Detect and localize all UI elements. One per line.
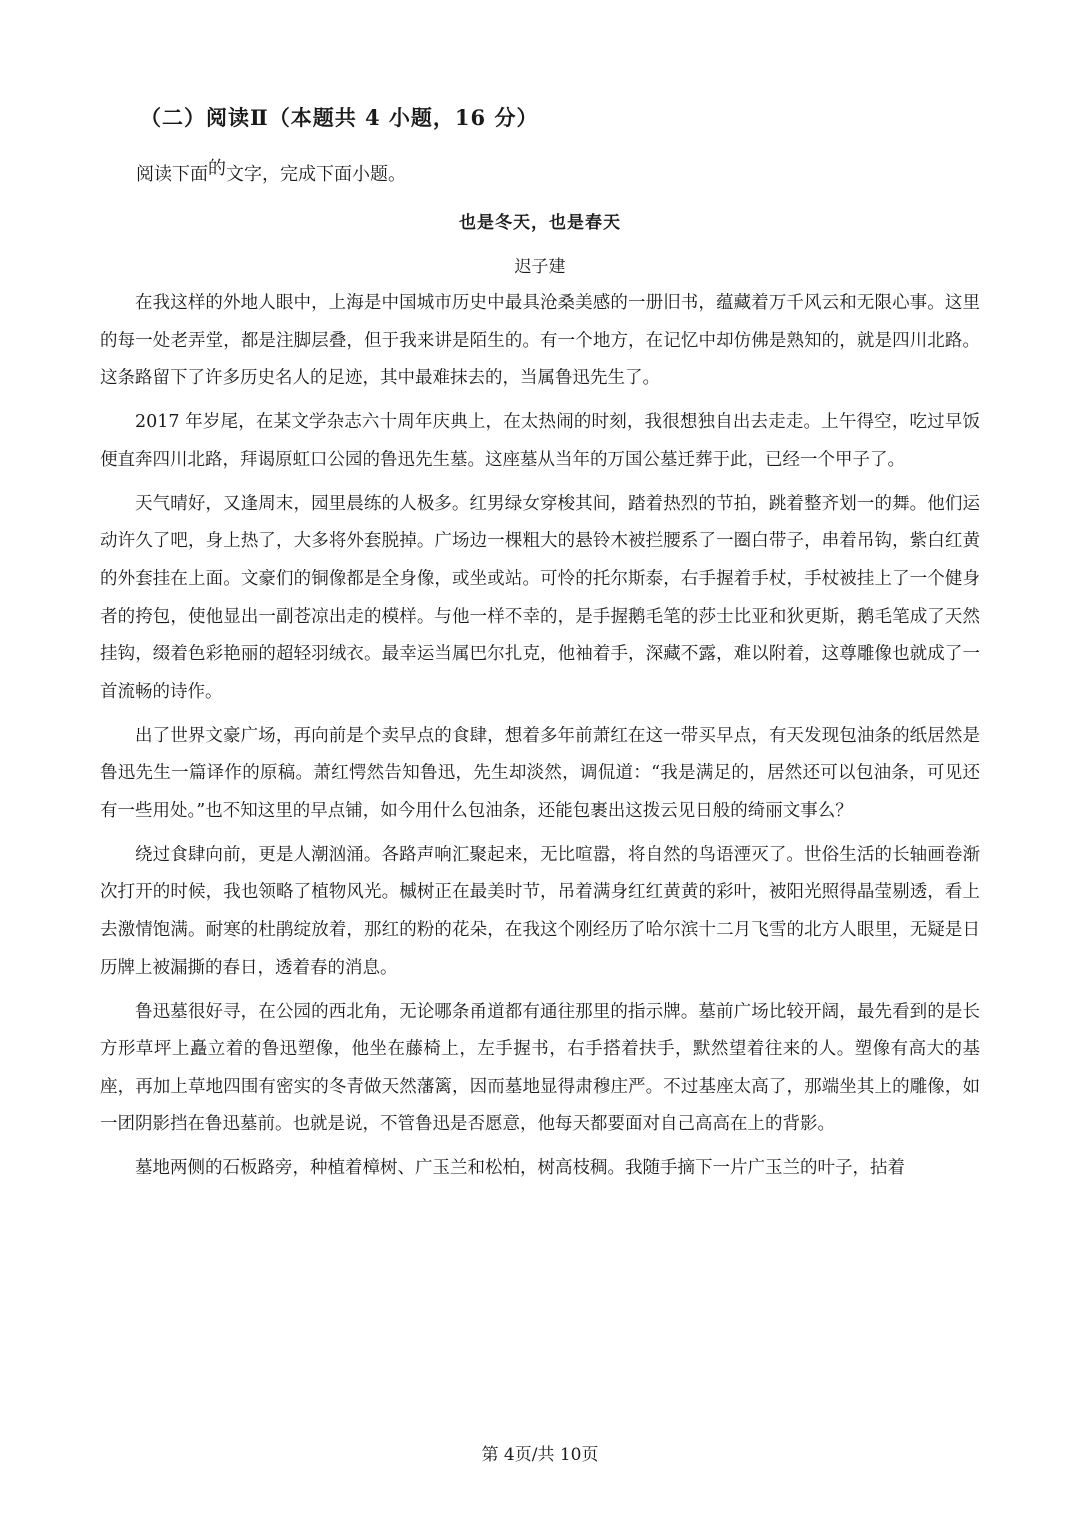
section-heading: （二）阅读Ⅱ（本题共 4 小题，16 分）: [140, 105, 539, 130]
paragraph: 墓地两侧的石板路旁，种植着樟树、广玉兰和松柏，树高枝稠。我随手摘下一片广玉兰的叶子，拈着: [135, 1158, 905, 1179]
page-number: 第 4页/共 10页: [481, 1445, 599, 1465]
paragraph: 2017 年岁尾，在某文学杂志六十周年庆典上，在太热闹的时刻，我很想独自出去走走。上午得空，吃过早饭便直奔四川北路，拜谒原虹口公园的鲁迅先生墓。这座墓从当年的万国公墓迁葬于此，已经一个甲子了。: [100, 412, 980, 470]
instruction-text-end: 文字，完成下面小题。: [226, 164, 406, 185]
paragraph: 出了世界文豪广场，再向前是个卖早点的食肆，想着多年前萧红在这一带买早点，有天发现包油条的纸居然是鲁迅先生一篇译作的原稿。萧红愕然告知鲁迅，先生却淡然，调侃道：“我是满足的，居然还可以包油条，可见还有一些用处。”也不知这里的早点铺，如今用什么包油条，还能包裹出这拨云见日般的绮丽文事么？: [100, 725, 980, 821]
paragraph: 在我这样的外地人眼中，上海是中国城市历史中最具沧桑美感的一册旧书，蕴藏着万千风云和无限心事。这里的每一处老弄堂，都是注脚层叠，但于我来讲是陌生的。有一个地方，在记忆中却仿佛是熟知的，就是四川北路。这条路留下了许多历史名人的足迹，其中最难抹去的，当属鲁迅先生了。: [100, 293, 980, 389]
article-body: [100, 285, 980, 1194]
instruction-text-start: 阅读下面: [136, 164, 208, 185]
paragraph: 绕过食肆向前，更是人潮汹涌。各路声响汇聚起来，无比喧嚣，将自然的鸟语湮灭了。世俗生活的长轴画卷渐次打开的时候，我也领略了植物风光。槭树正在最美时节，吊着满身红红黄黄的彩叶，被阳光照得晶莹剔透，看上去激情饱满。耐寒的杜鹃绽放着，那红的粉的花朵，在我这个刚经历了哈尔滨十二月飞雪的北方人眼里，无疑是日历牌上被漏撕的春日，透着春的消息。: [100, 844, 980, 978]
article-author: 迟子建: [514, 257, 566, 277]
article-title: 也是冬天，也是春天: [459, 213, 621, 233]
paragraph: 天气晴好，又逢周末，园里晨练的人极多。红男绿女穿梭其间，踏着热烈的节拍，跳着整齐划一的舞。他们运动许久了吧，身上热了，大多将外套脱掉。广场边一棵粗大的悬铃木被拦腰系了一圈白带子，串着吊钩，紫白红黄的外套挂在上面。文豪们的铜像都是全身像，或坐或站。可怜的托尔斯泰，右手握着手杖，手杖被挂上了一个健身者的挎包，使他显出一副苍凉出走的模样。与他一样不幸的，是手握鹅毛笔的莎士比亚和狄更斯，鹅毛笔成了天然挂钩，缀着色彩艳丽的超轻羽绒衣。最幸运当属巴尔扎克，他袖着手，深藏不露，难以附着，这尊雕像也就成了一首流畅的诗作。: [100, 493, 980, 702]
instruction-text-raised: 的: [208, 158, 226, 179]
reading-instruction: [136, 160, 406, 186]
paragraph: 鲁迅墓很好寻，在公园的西北角，无论哪条甬道都有通往那里的指示牌。墓前广场比较开阔，最先看到的是长方形草坪上矗立着的鲁迅塑像，他坐在藤椅上，左手握书，右手搭着扶手，默然望着往来的人。塑像有高大的基座，再加上草地四围有密实的冬青做天然藩篱，因而墓地显得肃穆庄严。不过基座太高了，那端坐其上的雕像，如一团阴影挡在鲁迅墓前。也就是说，不管鲁迅是否愿意，他每天都要面对自己高高在上的背影。: [100, 1001, 980, 1135]
